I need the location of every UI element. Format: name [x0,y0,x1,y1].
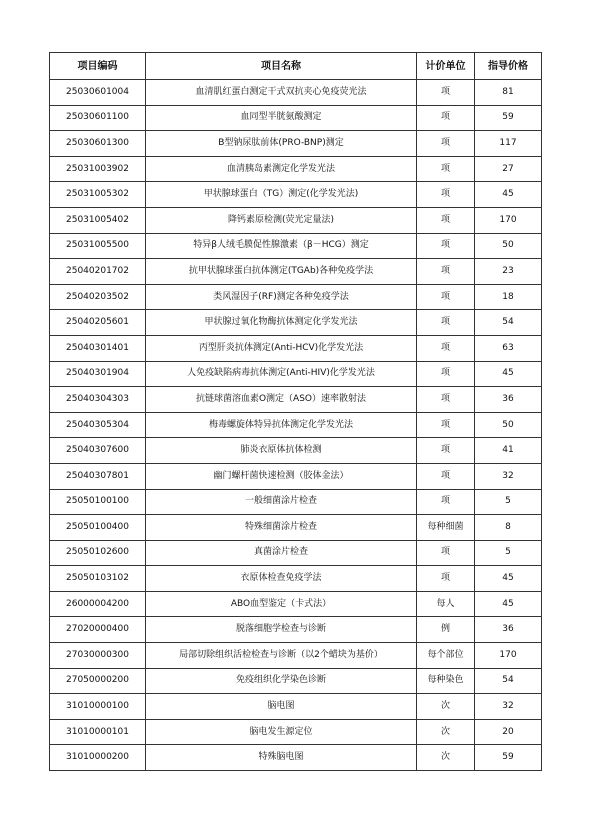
cell-code: 25050100400 [50,515,146,541]
cell-price: 45 [475,361,542,387]
cell-unit: 项 [417,80,475,106]
table-header-row [50,53,542,80]
cell-name: 抗链球菌溶血素O测定（ASO）速率散射法 [146,387,417,413]
header-price: 指导价格 [475,53,542,80]
header-code: 项目编码 [50,53,146,80]
cell-name: 肺炎衣原体抗体检测 [146,438,417,464]
cell-unit: 项 [417,105,475,131]
cell-name: 脑电图 [146,694,417,720]
cell-price: 45 [475,591,542,617]
price-table [49,52,542,771]
table-row [50,259,542,285]
cell-unit: 项 [417,412,475,438]
cell-unit: 项 [417,463,475,489]
cell-name: 衣原体检查免疫学法 [146,566,417,592]
header-name: 项目名称 [146,53,417,80]
table-row [50,80,542,106]
cell-price: 36 [475,387,542,413]
cell-name: 甲状腺球蛋白（TG）测定(化学发光法) [146,182,417,208]
cell-unit: 项 [417,207,475,233]
cell-price: 8 [475,515,542,541]
table-row [50,643,542,669]
cell-price: 5 [475,540,542,566]
cell-price: 20 [475,719,542,745]
table-row [50,131,542,157]
cell-price: 81 [475,80,542,106]
cell-unit: 每种细菌 [417,515,475,541]
table-row [50,438,542,464]
table-row [50,540,542,566]
cell-name: 血清胰岛素测定化学发光法 [146,156,417,182]
cell-code: 25030601100 [50,105,146,131]
cell-price: 59 [475,105,542,131]
cell-name: 甲状腺过氧化物酶抗体测定化学发光法 [146,310,417,336]
price-table-sheet [49,52,541,771]
cell-price: 170 [475,643,542,669]
cell-code: 25040201702 [50,259,146,285]
cell-name: 脱落细胞学检查与诊断 [146,617,417,643]
cell-code: 31010000101 [50,719,146,745]
table-row [50,284,542,310]
cell-code: 25030601300 [50,131,146,157]
cell-code: 25050102600 [50,540,146,566]
cell-name: B型钠尿肽前体(PRO-BNP)测定 [146,131,417,157]
cell-name: 特异β人绒毛膜促性腺激素（β－HCG）测定 [146,233,417,259]
table-row [50,515,542,541]
table-row [50,566,542,592]
cell-code: 25040307801 [50,463,146,489]
table-row [50,233,542,259]
cell-unit: 项 [417,156,475,182]
cell-name: 一般细菌涂片检查 [146,489,417,515]
cell-price: 45 [475,566,542,592]
cell-price: 32 [475,463,542,489]
cell-code: 31010000200 [50,745,146,771]
cell-unit: 项 [417,438,475,464]
cell-price: 5 [475,489,542,515]
cell-unit: 项 [417,259,475,285]
table-row [50,668,542,694]
table-row [50,182,542,208]
cell-name: 血同型半胱氨酸测定 [146,105,417,131]
cell-code: 25040301401 [50,335,146,361]
cell-name: 抗甲状腺球蛋白抗体测定(TGAb)各种免疫学法 [146,259,417,285]
cell-code: 25050100100 [50,489,146,515]
cell-name: 梅毒螺旋体特异抗体测定化学发光法 [146,412,417,438]
table-row [50,745,542,771]
cell-name: 免疫组织化学染色诊断 [146,668,417,694]
table-row [50,310,542,336]
cell-name: 血清肌红蛋白测定干式双抗夹心免疫荧光法 [146,80,417,106]
cell-unit: 每种染色 [417,668,475,694]
cell-price: 23 [475,259,542,285]
table-row [50,591,542,617]
cell-code: 27030000300 [50,643,146,669]
cell-code: 25031003902 [50,156,146,182]
cell-code: 25030601004 [50,80,146,106]
cell-unit: 项 [417,387,475,413]
cell-code: 27020000400 [50,617,146,643]
table-row [50,412,542,438]
cell-unit: 项 [417,233,475,259]
cell-price: 41 [475,438,542,464]
cell-name: 特殊脑电图 [146,745,417,771]
cell-price: 32 [475,694,542,720]
cell-code: 25040305304 [50,412,146,438]
cell-price: 45 [475,182,542,208]
header-unit: 计价单位 [417,53,475,80]
cell-price: 63 [475,335,542,361]
table-row [50,207,542,233]
cell-code: 27050000200 [50,668,146,694]
cell-code: 25031005302 [50,182,146,208]
cell-code: 25040304303 [50,387,146,413]
cell-name: 类风湿因子(RF)测定各种免疫学法 [146,284,417,310]
table-row [50,489,542,515]
cell-price: 59 [475,745,542,771]
cell-code: 25031005500 [50,233,146,259]
cell-unit: 项 [417,335,475,361]
table-row [50,387,542,413]
cell-unit: 项 [417,361,475,387]
cell-unit: 项 [417,566,475,592]
table-row [50,694,542,720]
cell-unit: 次 [417,745,475,771]
cell-name: 降钙素原检测(荧光定量法) [146,207,417,233]
cell-price: 117 [475,131,542,157]
cell-name: 局部切除组织活检检查与诊断（以2个蜡块为基价） [146,643,417,669]
cell-code: 26000004200 [50,591,146,617]
cell-code: 25040301904 [50,361,146,387]
cell-name: ABO血型鉴定（卡式法） [146,591,417,617]
cell-unit: 项 [417,540,475,566]
cell-unit: 项 [417,182,475,208]
cell-code: 25031005402 [50,207,146,233]
cell-unit: 项 [417,284,475,310]
cell-name: 丙型肝炎抗体测定(Anti-HCV)化学发光法 [146,335,417,361]
cell-code: 25040307600 [50,438,146,464]
cell-unit: 次 [417,719,475,745]
table-row [50,335,542,361]
table-row [50,156,542,182]
cell-unit: 项 [417,131,475,157]
cell-unit: 项 [417,489,475,515]
cell-price: 54 [475,668,542,694]
cell-price: 50 [475,412,542,438]
cell-price: 54 [475,310,542,336]
cell-price: 18 [475,284,542,310]
cell-price: 170 [475,207,542,233]
cell-price: 27 [475,156,542,182]
cell-code: 31010000100 [50,694,146,720]
table-row [50,463,542,489]
table-row [50,105,542,131]
table-body [50,80,542,771]
cell-name: 幽门螺杆菌快速检测（胶体金法） [146,463,417,489]
cell-price: 36 [475,617,542,643]
cell-name: 特殊细菌涂片检查 [146,515,417,541]
cell-name: 真菌涂片检查 [146,540,417,566]
cell-name: 人免疫缺陷病毒抗体测定(Anti-HIV)化学发光法 [146,361,417,387]
cell-code: 25040205601 [50,310,146,336]
table-row [50,617,542,643]
cell-unit: 次 [417,694,475,720]
table-row [50,361,542,387]
cell-unit: 每人 [417,591,475,617]
cell-unit: 例 [417,617,475,643]
cell-unit: 每个部位 [417,643,475,669]
cell-name: 脑电发生源定位 [146,719,417,745]
table-row [50,719,542,745]
cell-unit: 项 [417,310,475,336]
cell-price: 50 [475,233,542,259]
cell-code: 25050103102 [50,566,146,592]
cell-code: 25040203502 [50,284,146,310]
